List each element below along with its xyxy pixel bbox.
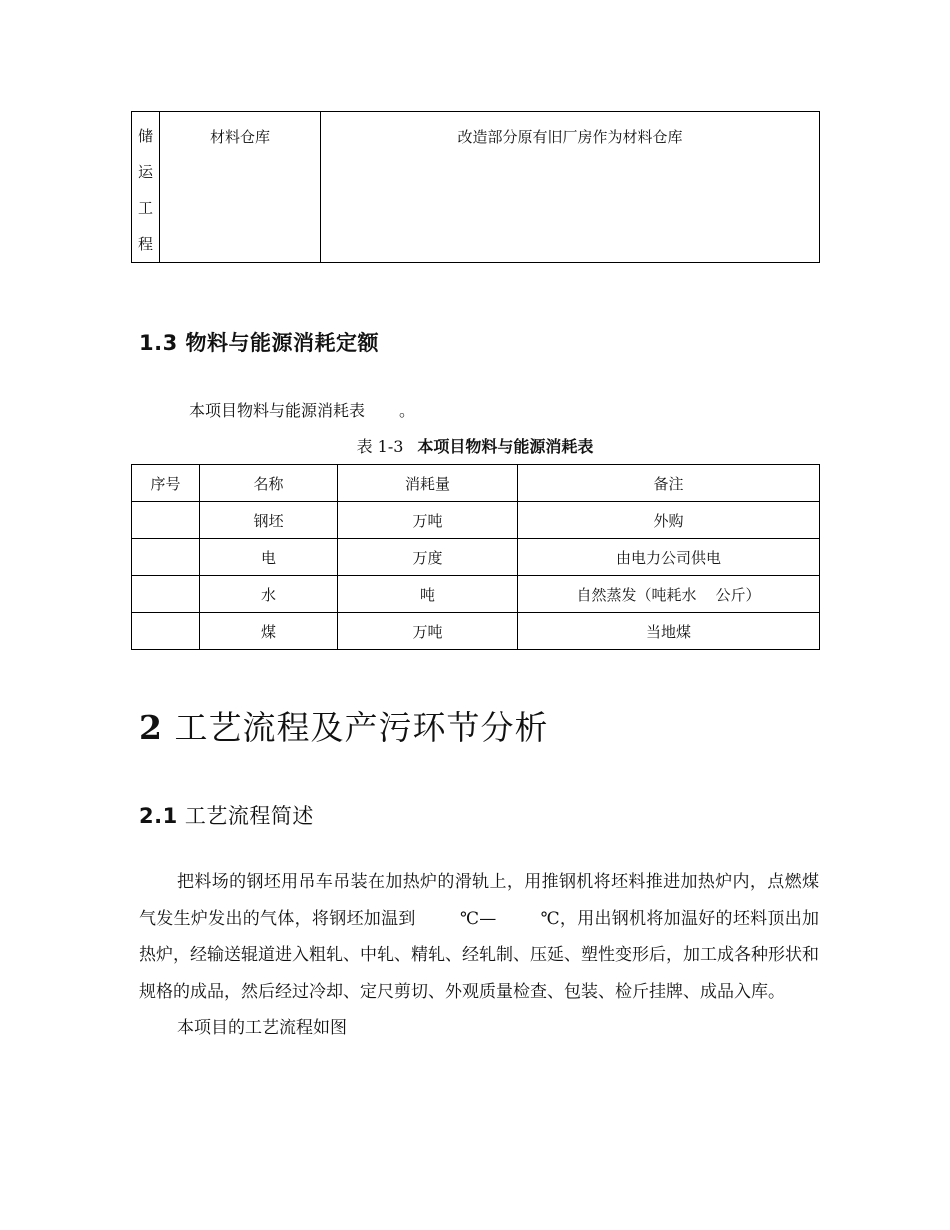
category-cell bbox=[132, 112, 160, 263]
header-cell: 备注 bbox=[518, 465, 820, 502]
category-char: 工 bbox=[137, 199, 153, 217]
process-figure-reference: 本项目的工艺流程如图 bbox=[177, 1018, 347, 1038]
table-cell: 由电力公司供电 bbox=[518, 539, 820, 576]
header-cell: 消耗量 bbox=[338, 465, 518, 502]
table-cell: 万度 bbox=[338, 539, 518, 576]
table-row bbox=[132, 576, 820, 613]
section-heading-2-1 bbox=[139, 800, 314, 830]
facility-name-cell: 材料仓库 bbox=[160, 112, 321, 263]
process-description bbox=[139, 864, 819, 1047]
header-cell: 名称 bbox=[200, 465, 338, 502]
table-cell: 自然蒸发（吨耗水 公斤） bbox=[518, 576, 820, 613]
table-cell bbox=[132, 539, 200, 576]
table-caption bbox=[0, 434, 950, 457]
facility-description-cell: 改造部分原有旧厂房作为材料仓库 bbox=[321, 112, 820, 263]
table-cell bbox=[132, 613, 200, 650]
table-title: 本项目物料与能源消耗表 bbox=[417, 437, 594, 456]
storage-table bbox=[131, 111, 820, 263]
table-cell bbox=[132, 576, 200, 613]
process-text-part1: 把料场的钢坯用吊车吊装在加热炉的滑轨上，用推钢机将坯料推进加热炉内，点燃煤气发生炉发出的气体，将钢坯加温到 bbox=[139, 872, 819, 929]
section-number: 2.1 bbox=[139, 804, 178, 828]
table-row bbox=[132, 502, 820, 539]
table-intro-period: 。 bbox=[399, 401, 416, 420]
table-cell: 水 bbox=[200, 576, 338, 613]
table-intro-paragraph bbox=[189, 398, 415, 421]
consumption-table bbox=[131, 464, 820, 650]
table-cell: 外购 bbox=[518, 502, 820, 539]
table-row bbox=[132, 539, 820, 576]
section-heading-1-3 bbox=[139, 327, 379, 357]
category-char: 储 bbox=[137, 127, 153, 145]
table-cell: 当地煤 bbox=[518, 613, 820, 650]
chapter-number: 2 bbox=[139, 708, 163, 747]
process-paragraph bbox=[139, 864, 819, 1010]
section-title: 工艺流程简述 bbox=[184, 804, 314, 828]
table-cell: 煤 bbox=[200, 613, 338, 650]
table-cell bbox=[132, 502, 200, 539]
header-cell: 序号 bbox=[132, 465, 200, 502]
category-char: 运 bbox=[137, 163, 153, 181]
process-text-part2: ℃，用出钢机将加温好的坯料顶出加热炉，经输送辊道进入粗轧、中轧、精轧、经轧制、压延、塑性变形后，加工成各种形状和规格的成品，然后经过冷却、定尺剪切、外观质量检查、包装、检斤挂牌、成品入库。 bbox=[139, 908, 819, 1002]
section-title: 物料与能源消耗定额 bbox=[185, 331, 380, 355]
table-cell: 钢坯 bbox=[200, 502, 338, 539]
temperature-range-start: ℃— bbox=[459, 908, 497, 929]
table-intro-text: 本项目物料与能源消耗表 bbox=[189, 401, 366, 420]
section-number: 1.3 bbox=[139, 331, 178, 355]
chapter-title: 工艺流程及产污环节分析 bbox=[174, 708, 549, 747]
table-cell: 万吨 bbox=[338, 502, 518, 539]
table-header-row bbox=[132, 465, 820, 502]
table-cell: 电 bbox=[200, 539, 338, 576]
chapter-heading-2 bbox=[139, 702, 548, 749]
table-cell: 万吨 bbox=[338, 613, 518, 650]
table-label: 表 1-3 bbox=[356, 437, 404, 456]
category-char: 程 bbox=[137, 235, 153, 253]
table-cell: 吨 bbox=[338, 576, 518, 613]
table-row bbox=[132, 613, 820, 650]
